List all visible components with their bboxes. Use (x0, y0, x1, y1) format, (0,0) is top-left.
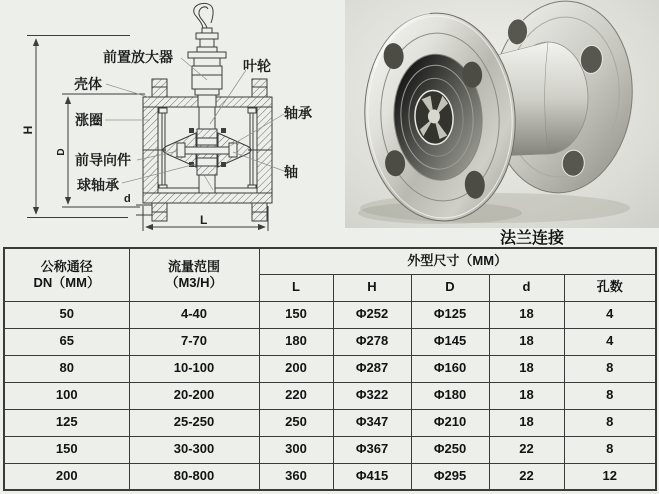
product-photo (345, 0, 659, 247)
table-cell: 250 (259, 409, 333, 436)
table-cell: 65 (4, 328, 129, 355)
table-row (4, 463, 656, 490)
table-cell: 150 (4, 436, 129, 463)
table-cell: 150 (259, 301, 333, 328)
spec-table (3, 247, 657, 491)
table-cell: Φ250 (411, 436, 489, 463)
header-dn-line2: DN（MM） (33, 274, 100, 290)
table-cell: 18 (489, 382, 564, 409)
label-shell: 壳体 (74, 76, 102, 92)
table-cell: 180 (259, 328, 333, 355)
table-row (4, 409, 656, 436)
header-outline-dims: 外型尺寸（MM） (259, 248, 656, 274)
label-bearing: 轴承 (284, 105, 312, 121)
sensor-cable-icon (194, 3, 213, 28)
table-cell: 12 (564, 463, 656, 490)
table-cell: 22 (489, 463, 564, 490)
ball-bearing-block (189, 128, 194, 133)
table-cell: 18 (489, 328, 564, 355)
ball-bearing-block (221, 128, 226, 133)
table-cell: Φ322 (333, 382, 411, 409)
table-row (4, 436, 656, 463)
label-impeller: 叶轮 (243, 58, 271, 74)
header-flow-line1: 流量范围 (167, 258, 220, 274)
table-row (4, 382, 656, 409)
flow-meter-diagram (0, 0, 345, 247)
header-flow-line2: （M3/H） (165, 274, 223, 290)
table-cell: 8 (564, 409, 656, 436)
table-cell: 25-250 (129, 409, 259, 436)
table-cell: 18 (489, 409, 564, 436)
dim-d: d (124, 193, 131, 205)
table-cell: Φ367 (333, 436, 411, 463)
table-cell: Φ252 (333, 301, 411, 328)
table-cell: Φ210 (411, 409, 489, 436)
table-row (4, 301, 656, 328)
table-cell: Φ180 (411, 382, 489, 409)
table-cell: Φ347 (333, 409, 411, 436)
table-cell: 18 (489, 301, 564, 328)
table-cell: 4 (564, 301, 656, 328)
header-D: D (411, 274, 489, 301)
table-cell: 360 (259, 463, 333, 490)
table-cell: Φ145 (411, 328, 489, 355)
table-cell: 30-300 (129, 436, 259, 463)
table-cell: 10-100 (129, 355, 259, 382)
photo-caption: 法兰连接 (499, 230, 565, 247)
table-cell: 125 (4, 409, 129, 436)
table-cell: 200 (259, 355, 333, 382)
table-row (4, 355, 656, 382)
preamplifier-sensor (188, 3, 226, 107)
table-cell: Φ295 (411, 463, 489, 490)
table-cell: 300 (259, 436, 333, 463)
table-cell: Φ125 (411, 301, 489, 328)
header-flow-range (129, 248, 259, 301)
table-cell: 22 (489, 436, 564, 463)
table-cell: 8 (564, 355, 656, 382)
table-cell: 220 (259, 382, 333, 409)
table-cell: 50 (4, 301, 129, 328)
table-cell: Φ278 (333, 328, 411, 355)
header-H: H (333, 274, 411, 301)
dim-L: L (200, 213, 208, 227)
table-cell: 8 (564, 436, 656, 463)
label-shaft: 轴 (284, 164, 298, 180)
table-cell: 7-70 (129, 328, 259, 355)
header-d: d (489, 274, 564, 301)
table-cell: 80-800 (129, 463, 259, 490)
table-cell: 100 (4, 382, 129, 409)
table-cell: 80 (4, 355, 129, 382)
label-preamplifier: 前置放大器 (103, 49, 173, 65)
header-dn (4, 248, 129, 301)
table-cell: Φ415 (333, 463, 411, 490)
header-dn-line1: 公称通径 (40, 258, 93, 274)
header-holes: 孔数 (564, 274, 656, 301)
label-ball-bearing: 球轴承 (77, 177, 119, 193)
dim-D: D (56, 148, 67, 156)
table-cell: 8 (564, 382, 656, 409)
table-row (4, 328, 656, 355)
table-cell: Φ160 (411, 355, 489, 382)
table-cell: 200 (4, 463, 129, 490)
dim-H: H (21, 125, 35, 135)
table-cell: Φ287 (333, 355, 411, 382)
label-front-guide: 前导向件 (75, 152, 131, 168)
table-cell: 4-40 (129, 301, 259, 328)
table-cell: 18 (489, 355, 564, 382)
label-expansion-ring: 涨圈 (75, 112, 103, 128)
header-L: L (259, 274, 333, 301)
ball-bearing-block (221, 162, 226, 167)
table-cell: 4 (564, 328, 656, 355)
table-cell: 20-200 (129, 382, 259, 409)
